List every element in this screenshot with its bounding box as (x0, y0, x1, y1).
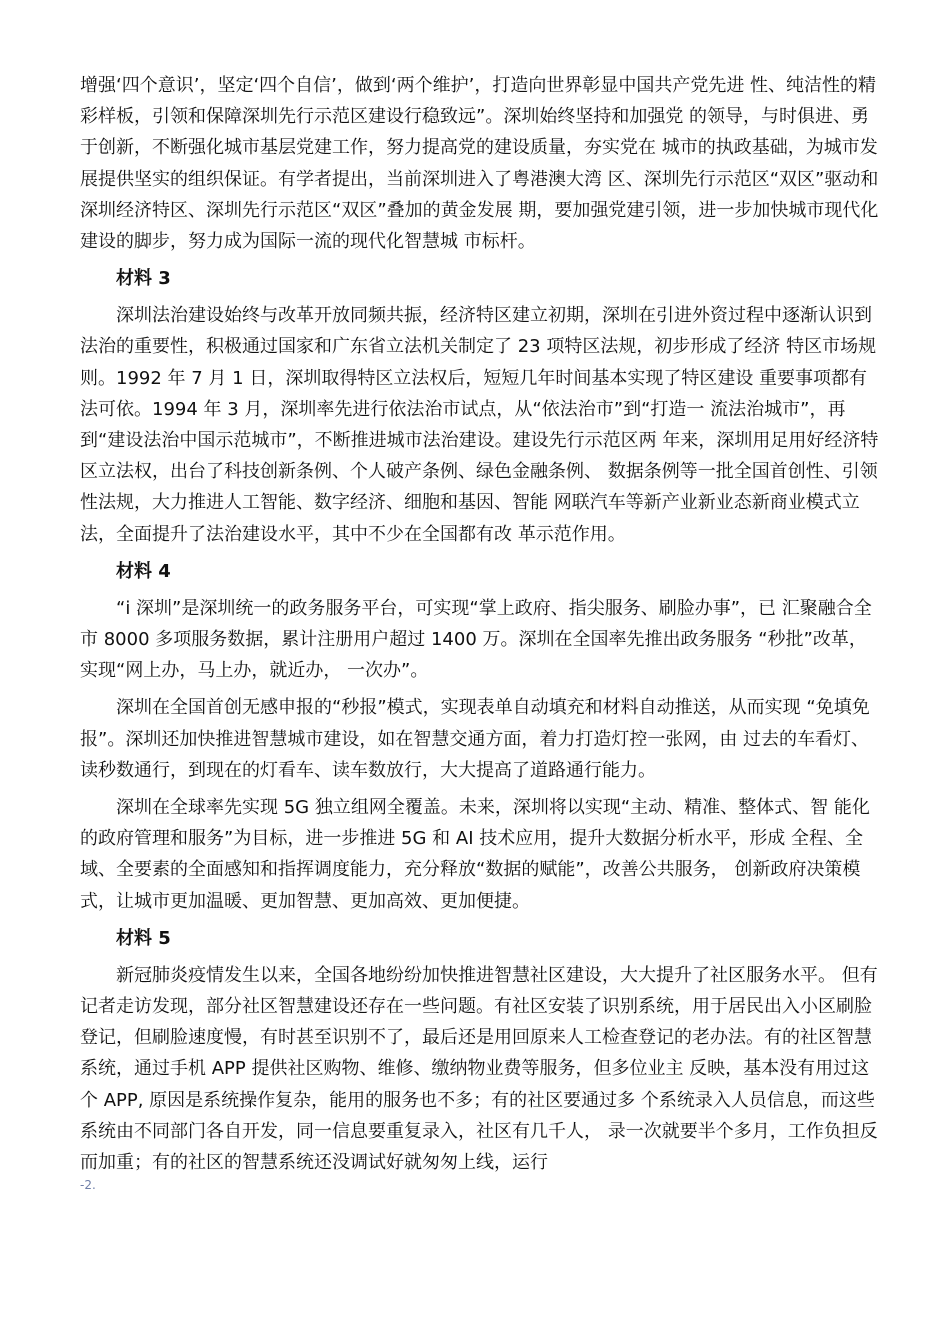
page-number: -2. (80, 1178, 96, 1192)
material-3-paragraph: 深圳法治建设始终与改革开放同频共振，经济特区建立初期，深圳在引进外资过程中逐渐认识到法治的重要性，积极通过国家和广东省立法机关制定了 23 项特区法规，初步形成了经济 特区市场规则。1992 年 7 月 1 日，深圳取得特区立法权后，短短几年时间基本实现了特区建设 重要事项都有法可依。1994 年 3 月，深圳率先进行依法治市试点，从“依法治市”到“打造一 流法治城市”，再到“建设法治中国示范城市”，不断推进城市法治建设。建设先行示范区两 年来，深圳用足用好经济特区立法权，出台了科技创新条例、个人破产条例、绿色金融条例、 数据条例等一批全国首创性、引领性法规，大力推进人工智能、数字经济、细胞和基因、智能 网联汽车等新产业新业态新商业模式立法，全面提升了法治建设水平，其中不少在全国都有改 革示范作用。 (80, 305, 879, 545)
intro-paragraph: 增强‘四个意识’，坚定‘四个自信’，做到‘两个维护’，打造向世界彰显中国共产党先进 性、纯洁性的精彩样板，引领和保障深圳先行示范区建设行稳致远”。深圳始终坚持和加强党 的领导，与时俱进、勇于创新，不断强化城市基层党建工作，努力提高党的建设质量，夯实党在 城市的执政基础，为城市发展提供坚实的组织保证。有学者提出，当前深圳进入了粤港澳大湾 区、深圳先行示范区“双区”驱动和深圳经济特区、深圳先行示范区“双区”叠加的黄金发展 期，要加强党建引领，进一步加快城市现代化建设的脚步，努力成为国际一流的现代化智慧城 市标杆。 (80, 75, 879, 253)
material-5-heading: 材料 5 (116, 927, 171, 949)
document-page (80, 70, 880, 1178)
material-4-paragraph-2: 深圳在全国首创无感申报的“秒报”模式，实现表单自动填充和材料自动推送，从而实现 “免填免报”。深圳还加快推进智慧城市建设，如在智慧交通方面，着力打造灯控一张网，由 过去的车看灯、读秒数通行，到现在的灯看车、读车数放行，大大提高了道路通行能力。 (80, 697, 870, 781)
material-5-paragraph: 新冠肺炎疫情发生以来，全国各地纷纷加快推进智慧社区建设，大大提升了社区服务水平。 但有记者走访发现，部分社区智慧建设还存在一些问题。有社区安装了识别系统，用于居民出入小区刷脸登记，但刷脸速度慢，有时甚至识别不了，最后还是用回原来人工检查登记的老办法。有的社区智慧系统，通过手机 APP 提供社区购物、维修、缴纳物业费等服务，但多位业主 反映，基本没有用过这个 APP, 原因是系统操作复杂，能用的服务也不多；有的社区要通过多 个系统录入人员信息，而这些系统由不同部门各自开发，同一信息要重复录入，社区有几千人， 录一次就要半个多月，工作负担反而加重；有的社区的智慧系统还没调试好就匆匆上线，运行 (80, 964, 878, 1174)
material-4-heading: 材料 4 (116, 560, 171, 582)
material-3-heading: 材料 3 (116, 268, 171, 290)
material-4-paragraph-1: “i 深圳”是深圳统一的政务服务平台，可实现“掌上政府、指尖服务、刷脸办事”，已 汇聚融合全市 8000 多项服务数据，累计注册用户超过 1400 万。深圳在全国率先推出政务服务 “秒批”改革，实现“网上办，马上办，就近办， 一次办”。 (80, 597, 872, 682)
material-4-paragraph-3: 深圳在全球率先实现 5G 独立组网全覆盖。未来，深圳将以实现“主动、精准、整体式、智 能化的政府管理和服务”为目标，进一步推进 5G 和 AI 技术应用，提升大数据分析水平，形成 全程、全域、全要素的全面感知和指挥调度能力，充分释放“数据的赋能”，改善公共服务， 创新政府决策模式，让城市更加温暖、更加智慧、更加高效、更加便捷。 (80, 797, 870, 912)
